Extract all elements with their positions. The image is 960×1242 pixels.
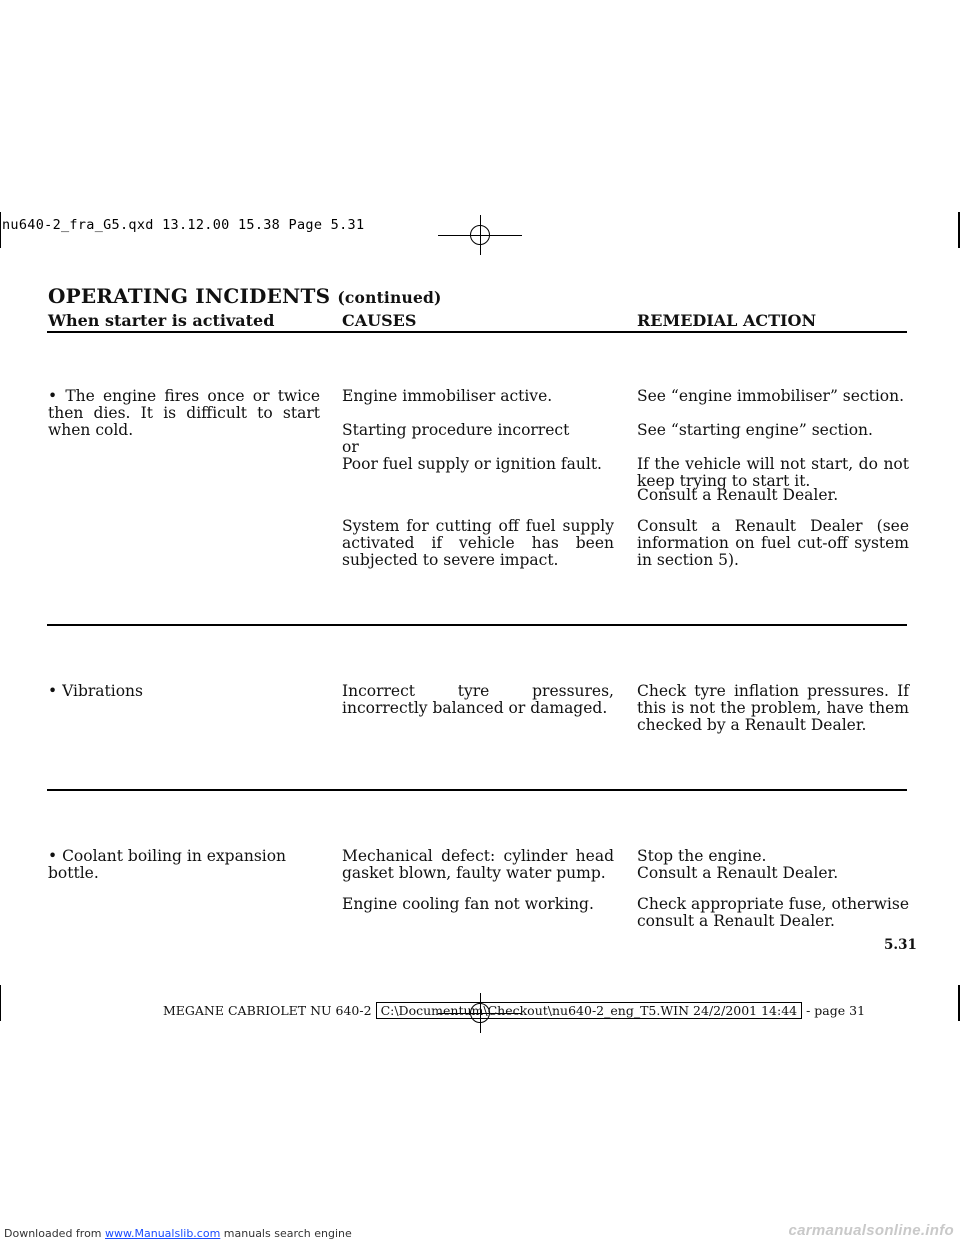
document-footer (163, 1003, 865, 1018)
symptom-text: • The engine fires once or twice then dies. It is difficult to start when cold. (48, 387, 320, 440)
manualslib-link[interactable]: www.Manualslib.com (105, 1227, 221, 1240)
column-header-symptom: When starter is activated (48, 311, 275, 330)
page-number: 5.31 (884, 937, 917, 953)
header-rule (47, 331, 907, 333)
registration-mark-icon (438, 215, 522, 255)
download-prefix: Downloaded from (4, 1227, 102, 1240)
cause-text: or (342, 438, 359, 456)
download-banner (4, 1227, 352, 1240)
print-slug: nu640-2_fra_G5.qxd 13.12.00 15.38 Page 5.31 (2, 217, 365, 233)
section-divider (47, 624, 907, 626)
cause-text: Engine immobiliser active. (342, 387, 553, 405)
footer-suffix: - page 31 (806, 1003, 866, 1018)
footer-prefix: MEGANE CABRIOLET NU 640-2 (163, 1003, 372, 1018)
column-header-remedial-action: REMEDIAL ACTION (637, 311, 817, 330)
remedy-text: See “engine immobiliser” section. (637, 387, 905, 405)
remedy-text: See “starting engine” section. (637, 421, 873, 439)
remedy-text: Check appropriate fuse, otherwise consult a Renault Dealer. (637, 895, 909, 931)
watermark-logo: carmanualsonline.info (788, 1222, 954, 1239)
remedy-text: Consult a Renault Dealer (see information on fuel cut-off system in section 5). (637, 517, 909, 570)
crop-mark-left-bottom (0, 985, 1, 1021)
download-suffix: manuals search engine (223, 1227, 352, 1240)
title-suffix: (continued) (337, 288, 442, 307)
remedy-text: Stop the engine. (637, 847, 767, 865)
section-divider (47, 789, 907, 791)
title-text: OPERATING INCIDENTS (48, 284, 331, 308)
symptom-text: • Vibrations (48, 682, 143, 700)
cause-text: Incorrect tyre pressures, incorrectly balanced or damaged. (342, 682, 614, 718)
page-title (48, 284, 442, 308)
cause-text: Engine cooling fan not working. (342, 895, 594, 913)
footer-path: C:\Documentum\Checkout\nu640-2_eng_T5.WIN 24/2/2001 14:44 (376, 1002, 803, 1019)
cause-text: Poor fuel supply or ignition fault. (342, 455, 602, 473)
remedy-text: Check tyre inflation pressures. If this is not the problem, have them checked by a Renault Dealer. (637, 682, 909, 735)
column-header-causes: CAUSES (342, 311, 417, 330)
symptom-text: • Coolant boiling in expansion bottle. (48, 847, 287, 883)
remedy-text: Consult a Renault Dealer. (637, 486, 839, 504)
remedy-text: Consult a Renault Dealer. (637, 864, 839, 882)
cause-text: System for cutting off fuel supply activated if vehicle has been subjected to severe impact. (342, 517, 614, 570)
crop-mark-left-top (0, 212, 1, 248)
cause-text: Mechanical defect: cylinder head gasket blown, faulty water pump. (342, 847, 614, 883)
remedy-text: If the vehicle will not start, do not keep trying to start it. (637, 455, 909, 491)
cause-text: Starting procedure incorrect (342, 421, 570, 439)
